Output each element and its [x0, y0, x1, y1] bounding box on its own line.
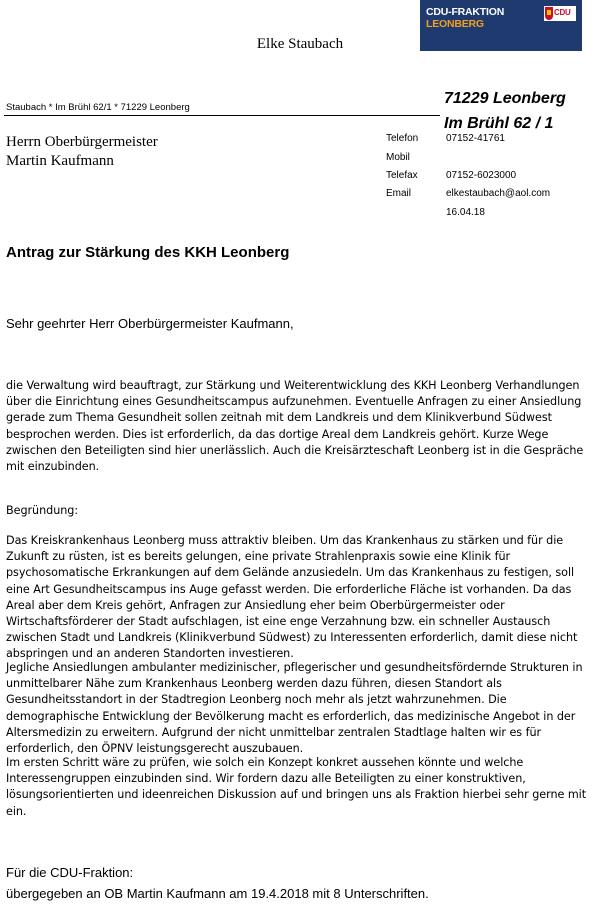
crest-inner [547, 10, 551, 15]
recipient-title: Herrn Oberbürgermeister [6, 134, 158, 150]
intro-paragraph: die Verwaltung wird beauftragt, zur Stärkung und Weiterentwicklung des KKH Leonberg Verhandlungen über die Einrichtung eines Gesundheitscampus aufzunehmen. Eventuelle Anfragen zu einer Ansiedlung gerade zum Thema Gesundheit sollen zeitnah mit dem Landkreis und dem Klinikverbund Südwest besprochen werden. Dies ist erforderlich, da das dortige Areal dem Landkreis gehört. Kurze Wege zwischen den Beteiligten sind hier unerlässlich. Auch die Kreisärzteschaft Leonberg ist in die Gespräche mit einzubinden. [6, 379, 584, 474]
begruendung-paragraph-3: Im ersten Schritt wäre zu prüfen, wie solch ein Konzept konkret aussehen könnte und welche Interessengruppen einzubinden sind. Wir fordern dazu alle Beteiligten zu einer konstruktiven, lösungsorientierten und ideenreichen Diskussion auf und bringen uns als Fraktion hierbei sehr gerne mit ein. [6, 756, 587, 818]
handover-note: übergegeben an OB Martin Kaufmann am 19.4.2018 mit 8 Unterschriften. [6, 886, 429, 901]
letter-subject: Antrag zur Stärkung des KKH Leonberg [6, 244, 290, 261]
recipient-name: Martin Kaufmann [6, 153, 114, 169]
closing-line: Für die CDU-Fraktion: [6, 865, 134, 880]
contact-value-telefax: 07152-6023000 [446, 170, 517, 181]
logo-ort-text: LEONBERG [426, 18, 484, 30]
begruendung-paragraph-2: Jegliche Ansiedlungen ambulanter medizinischer, pflegerischer und gesundheitsfördernde Strukturen in unmittelbarer Nähe zum Krankenhaus Leonberg werden dazu führen, diesen Standort als Gesundheitsstandort in der Stadtregion Leonberg noch mehr als jetzt wahrzunehmen. Die demographische Entwicklung der Bevölkerung macht es erforderlich, das medizinische Angebot in der Altersmedizin zu erweitern. Aufgrund der nicht unmittelbar zentralen Stadtlage halten wir es für erforderlich, den ÖPNV leistungsgerecht auszubauen. [6, 661, 583, 756]
cdu-badge-text: CDU [554, 8, 571, 17]
sender-return-address: Staubach * Im Brühl 62/1 * 71229 Leonberg [6, 102, 190, 113]
crest-icon [545, 7, 553, 20]
letter-date: 16.04.18 [446, 207, 485, 218]
salutation: Sehr geehrter Herr Oberbürgermeister Kaufmann, [6, 316, 294, 331]
contact-label-mobil: Mobil [386, 152, 410, 163]
contact-value-email: elkestaubach@aol.com [446, 188, 551, 199]
address-street: Im Brühl 62 / 1 [444, 115, 554, 132]
logo-fraktion-text: CDU-FRAKTION [426, 6, 505, 18]
address-city: 71229 Leonberg [444, 90, 566, 107]
contact-label-telefax: Telefax [386, 170, 418, 181]
contact-label-email: Email [386, 188, 412, 199]
begruendung-paragraph-1: Das Kreiskrankenhaus Leonberg muss attraktiv bleiben. Um das Krankenhaus zu stärken und für die Zukunft zu rüsten, ist es bereits gelungen, eine private Strahlenpraxis sowie eine Klinik für psychosomatische Erkrankungen auf dem Gelände anzusiedeln. Um das Krankenhaus zu festigen, soll eine Art Gesundheitscampus ins Auge gefasst werden. Die erforderliche Fläche ist vorhanden. Da das Areal aber dem Kreis gehört, Anfragen zur Ansiedlung eher beim Oberbürgermeister oder Wirtschaftsförderer der Stadt aufschlagen, ist eine enge Verzahnung bzw. ein schneller Austausch zwischen Stadt und Landkreis (Klinikverbund Südwest) zu Interessenten erforderlich, damit diese nicht abspringen und an anderen Standorten investieren. [6, 534, 578, 661]
begruendung-heading: Begründung: [6, 504, 79, 517]
author-name: Elke Staubach [256, 36, 344, 52]
cdu-badge [544, 6, 576, 21]
contact-value-telefon: 07152-41761 [446, 133, 505, 144]
sender-divider [4, 115, 440, 116]
contact-label-telefon: Telefon [386, 133, 419, 144]
